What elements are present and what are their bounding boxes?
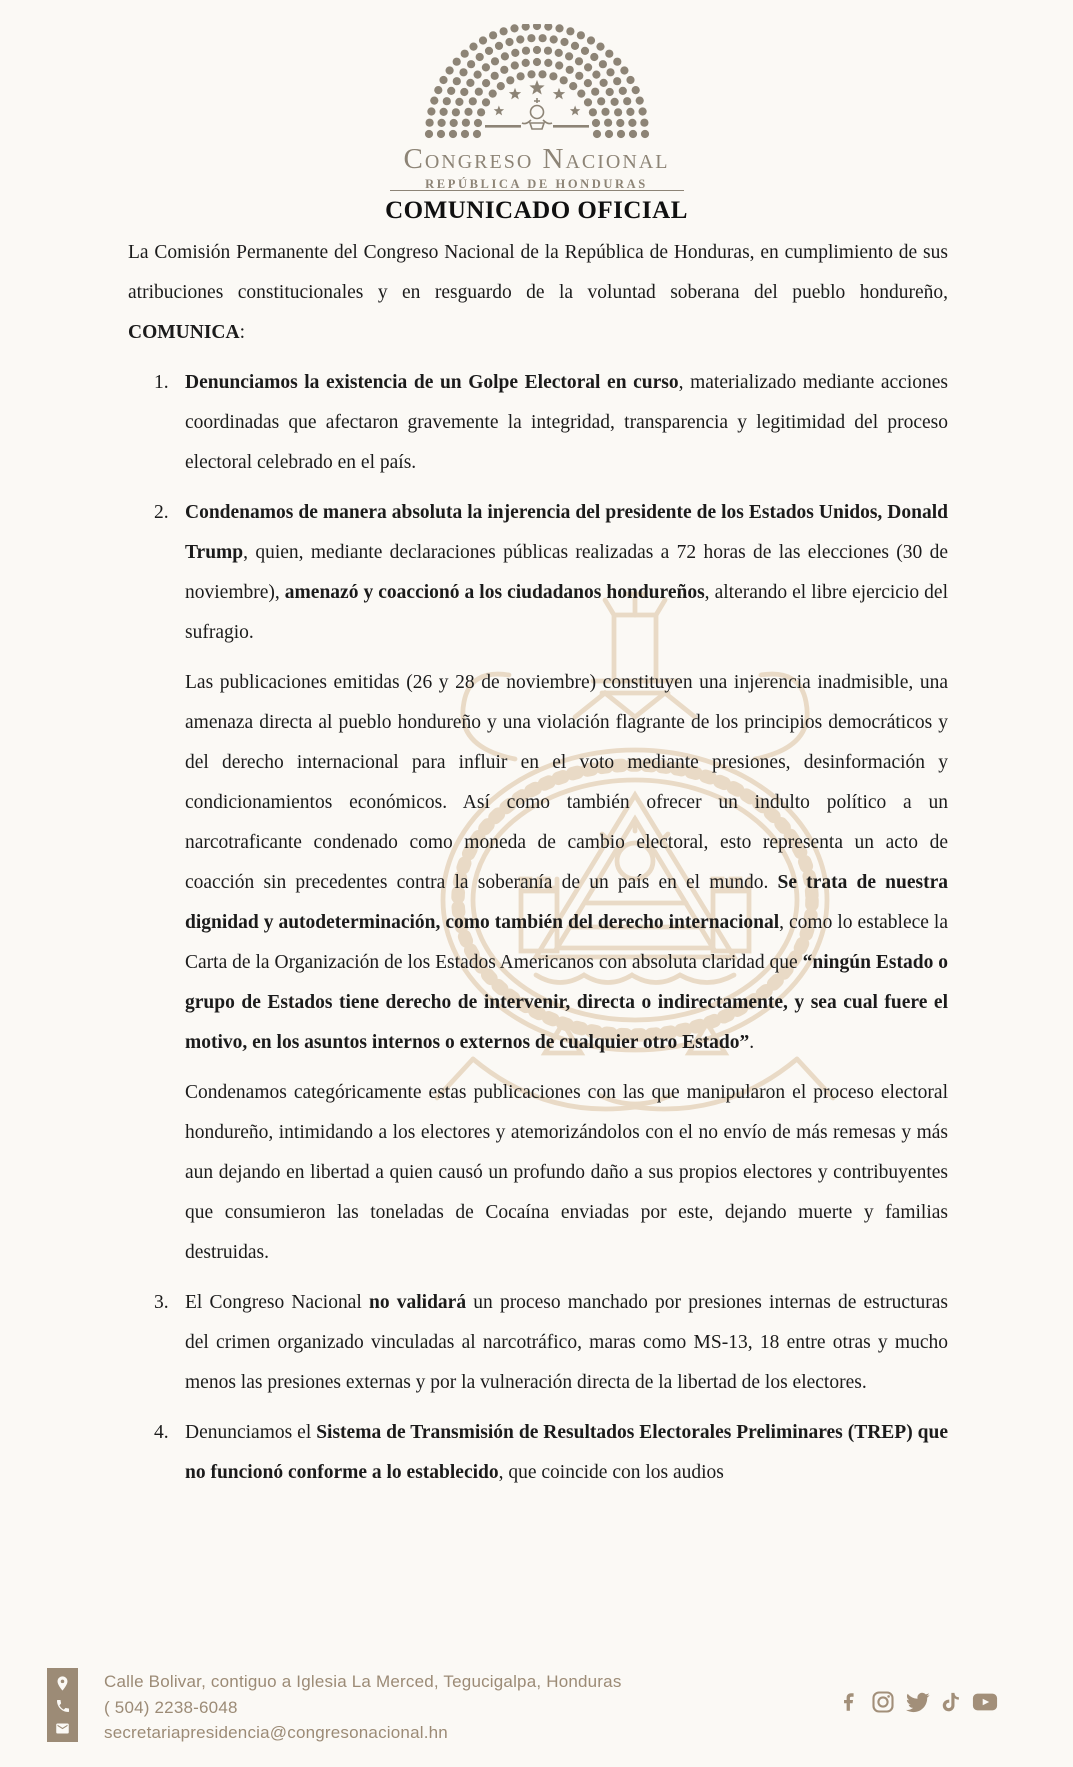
list-number: 3.	[154, 1292, 169, 1313]
paragraph: Las publicaciones emitidas (26 y 28 de noviembre) constituyen una injerencia inadmisible, una amenaza directa al pueblo hondureño y una violación flagrante de los principios democráticos y del derecho internacional para influir en el voto mediante presiones, desinformación y condicionamientos económicos. Así como también ofrecer un indulto político a un narcotraficante condenado como moneda de cambio electoral, esto representa un acto de coacción sin precedentes contra la soberanía de un país en el mundo. Se trata de nuestra dignidad y autodeterminación, como también del derecho internacional, como lo establece la Carta de la Organización de los Estados Americanos con absoluta claridad que “ningún Estado o grupo de Estados tiene derecho de intervenir, directa o indirectamente, y sea cual fuere el motivo, en los asuntos internos o externos de cualquier otro Estado”.	[185, 672, 949, 1053]
paragraph: Condenamos categóricamente estas publicaciones con las que manipularon el proceso electoral hondureño, intimidando a los electores y atemorizándolos con el no envío de más remesas y más aun dejando en libertad a quien causó un profundo daño a sus propios electores y contribuyentes que consumieron las toneladas de Cocaína enviadas por este, dejando muerte y familias destruidas.	[185, 1082, 948, 1263]
congress-logo	[0, 24, 1073, 192]
instagram-icon[interactable]	[870, 1689, 896, 1715]
list-number: 1.	[154, 372, 169, 393]
contact-phone: ( 504) 2238-6048	[104, 1697, 238, 1717]
hemicycle-logo-icon	[412, 24, 662, 142]
contact-info	[104, 1669, 622, 1746]
twitter-icon[interactable]	[904, 1689, 930, 1715]
paragraph: La Comisión Permanente del Congreso Nacional de la República de Honduras, en cumplimiento de sus atribuciones constitucionales y en resguardo de la voluntad soberana del pueblo hondureño, COMUNICA:	[128, 242, 948, 343]
header-divider	[390, 190, 684, 191]
contact-email: secretariapresidencia@congresonacional.hn	[104, 1723, 448, 1742]
list-number: 2.	[154, 502, 169, 523]
phone-icon	[55, 1698, 71, 1714]
document-body	[128, 233, 948, 1503]
list-item: 4. Denunciamos el Sistema de Transmisión de Resultados Electorales Preliminares (TREP) que no funcionó conforme a lo establecido, que coincide con los audios	[128, 1413, 948, 1493]
list-item: 1. Denunciamos la existencia de un Golpe Electoral en curso, materializado mediante acciones coordinadas que afectaron gravemente la integridad, transparencia y legitimidad del proceso electoral celebrado en el país.	[128, 363, 948, 483]
org-name: Congreso Nacional	[403, 143, 670, 175]
mini-coat-of-arms-icon	[522, 98, 552, 129]
list-item: 2. Condenamos de manera absoluta la injerencia del presidente de los Estados Unidos, Donald Trump, quien, mediante declaraciones públicas realizadas a 72 horas de las elecciones (30 de noviembre), amenazó y coaccionó a los ciudadanos hondureños, alterando el libre ejercicio del sufragio.	[128, 493, 948, 653]
list-item: 3. El Congreso Nacional no validará un proceso manchado por presiones internas de estructuras del crimen organizado vinculadas al narcotráfico, maras como MS-13, 18 entre otras y mucho menos las presiones externas y por la vulneración directa de la libertad de los electores.	[128, 1283, 948, 1403]
facebook-icon[interactable]	[836, 1689, 862, 1715]
location-pin-icon	[54, 1675, 71, 1692]
org-subtitle: REPÚBLICA DE HONDURAS	[425, 177, 648, 192]
contact-address: Calle Bolivar, contiguo a Iglesia La Merced, Tegucigalpa, Honduras	[104, 1672, 622, 1691]
tiktok-icon[interactable]	[938, 1689, 964, 1715]
list-number: 4.	[154, 1422, 169, 1443]
page-title: COMUNICADO OFICIAL	[385, 197, 688, 224]
social-links	[836, 1689, 998, 1715]
mail-icon	[54, 1721, 71, 1736]
contact-icon-bar	[47, 1668, 78, 1742]
youtube-icon[interactable]	[972, 1689, 998, 1715]
